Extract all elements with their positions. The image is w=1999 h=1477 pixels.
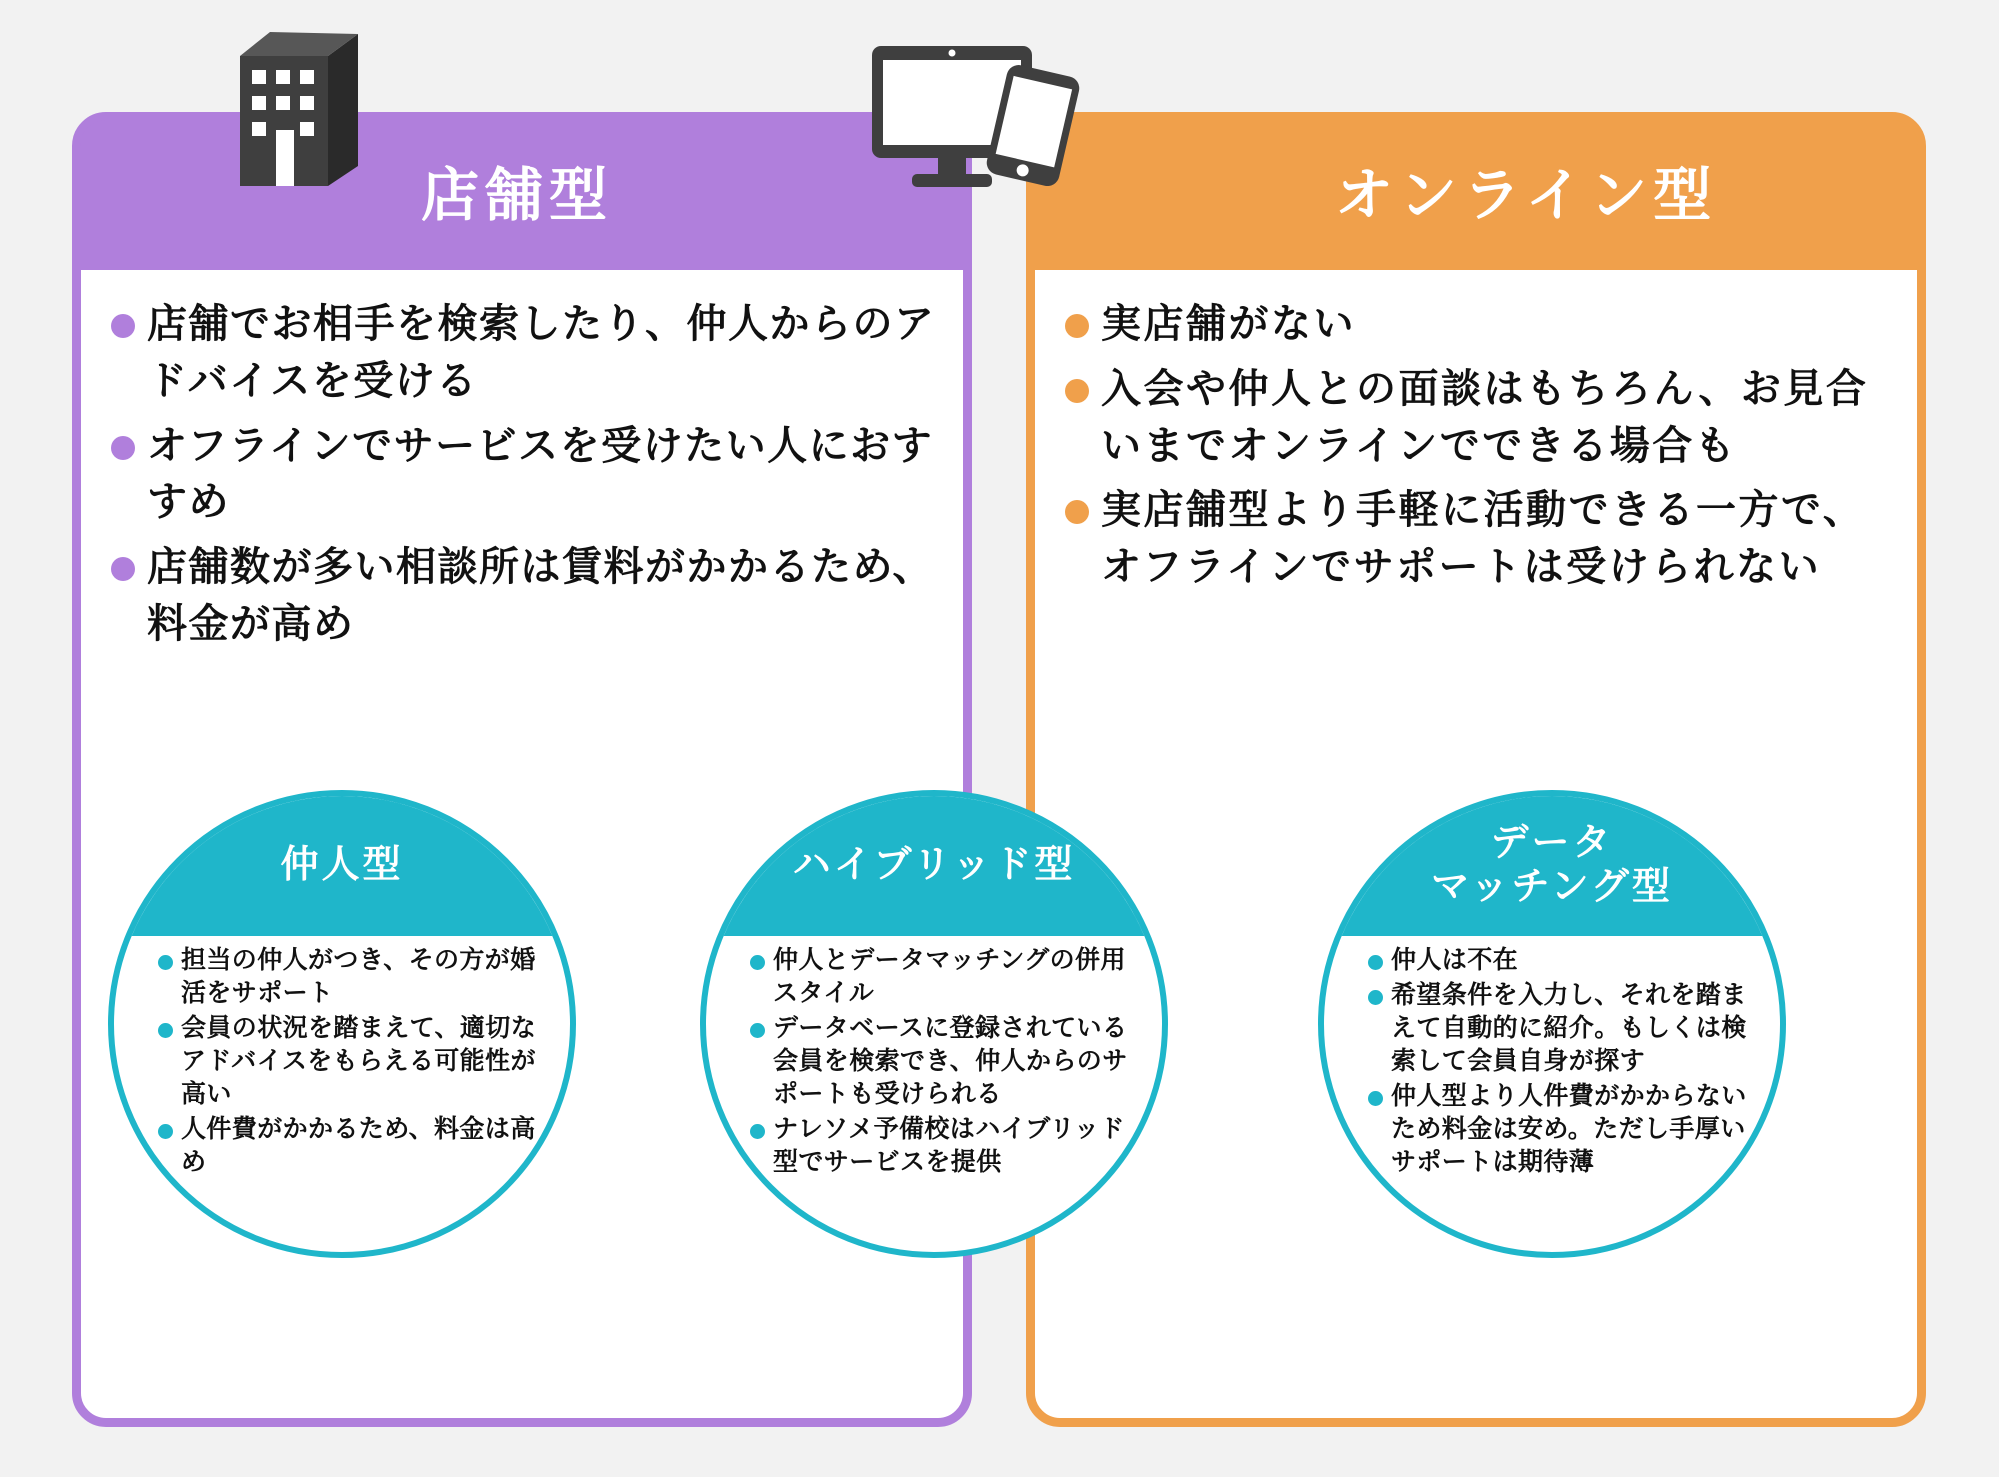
list-item: [158, 944, 542, 1010]
list-item: [1368, 944, 1752, 977]
panel-online-title: オンライン型: [1335, 163, 1718, 228]
bullet-dot-icon: [1065, 314, 1089, 338]
bullet-text: 実店舗がない: [1101, 302, 1356, 346]
bullet-dot-icon: [158, 1124, 173, 1139]
bullet-text: 仲人とデータマッチングの併用スタイル: [773, 946, 1126, 1007]
bullet-text: 実店舗型より手軽に活動できる一方で、オフラインでサポートは受けられない: [1101, 488, 1866, 590]
circle-data-matching-type: [1318, 790, 1786, 1258]
bullet-dot-icon: [111, 436, 135, 460]
bullet-text: 会員の状況を踏まえて、適切なアドバイスをもらえる可能性が高い: [181, 1014, 537, 1108]
bullet-text: 仲人型より人件費がかからないため料金は安め。ただし手厚いサポートは期待薄: [1391, 1082, 1747, 1176]
bullet-text: 店舗でお相手を検索したり、仲人からのアドバイスを受ける: [147, 302, 936, 403]
list-item: [1065, 361, 1901, 475]
bullet-text: 入会や仲人との面談はもちろん、お見合いまでオンラインでできる場合も: [1101, 366, 1869, 468]
panel-online-bullet-list: [1065, 296, 1901, 604]
circle-hybrid-type: [700, 790, 1168, 1258]
panel-store-bullet-list: [111, 296, 947, 661]
bullet-dot-icon: [158, 1023, 173, 1038]
circle-title-line-2: マッチング型: [1431, 866, 1673, 908]
circle-nakoudo-title: 仲人型: [280, 844, 404, 887]
circle-nakoudo-type: [108, 790, 576, 1258]
bullet-dot-icon: [1368, 955, 1383, 970]
list-item: [750, 1012, 1134, 1111]
bullet-dot-icon: [1368, 990, 1383, 1005]
bullet-dot-icon: [111, 557, 135, 581]
circle-nakoudo-header: [114, 796, 570, 936]
list-item: [1368, 979, 1752, 1078]
bullet-text: 仲人は不在: [1391, 946, 1519, 974]
list-item: [111, 539, 947, 653]
circle-data-matching-title: [1411, 822, 1693, 909]
list-item: [1368, 1080, 1752, 1179]
circle-data-matching-header: [1324, 796, 1780, 936]
bullet-dot-icon: [1065, 379, 1089, 403]
bullet-text: 担当の仲人がつき、その方が婚活をサポート: [181, 946, 536, 1007]
bullet-dot-icon: [158, 955, 173, 970]
circle-data-matching-bullet-list: [1368, 944, 1752, 1181]
bullet-dot-icon: [750, 1023, 765, 1038]
circle-hybrid-title: ハイブリッド型: [792, 844, 1076, 887]
bullet-text: ナレソメ予備校はハイブリッド型でサービスを提供: [773, 1115, 1125, 1176]
circle-hybrid-bullet-list: [750, 944, 1134, 1181]
bullet-text: 希望条件を入力し、それを踏まえて自動的に紹介。もしくは検索して会員自身が探す: [1391, 981, 1747, 1075]
bullet-dot-icon: [111, 314, 135, 338]
bullet-dot-icon: [1368, 1091, 1383, 1106]
list-item: [750, 944, 1134, 1010]
bullet-text: オフラインでサービスを受けたい人におすすめ: [147, 423, 934, 525]
bullet-text: データベースに登録されている会員を検索でき、仲人からのサポートも受けられる: [773, 1014, 1128, 1108]
bullet-dot-icon: [1065, 500, 1089, 524]
monitor-and-phone-icon: [866, 42, 1096, 192]
bullet-text: 店舗数が多い相談所は賃料がかかるため、料金が高め: [147, 545, 934, 646]
list-item: [1065, 296, 1901, 353]
panel-store-title: 店舗型: [421, 163, 614, 228]
bullet-dot-icon: [750, 1124, 765, 1139]
list-item: [1065, 482, 1901, 596]
list-item: [158, 1012, 542, 1111]
list-item: [158, 1113, 542, 1179]
list-item: [750, 1113, 1134, 1179]
circle-nakoudo-bullet-list: [158, 944, 542, 1181]
list-item: [111, 418, 947, 532]
list-item: [111, 296, 947, 410]
building-icon: [240, 26, 360, 186]
bullet-dot-icon: [750, 955, 765, 970]
circle-title-line-1: データ: [1490, 822, 1614, 865]
bullet-text: 人件費がかかるため、料金は高め: [181, 1115, 536, 1176]
circle-hybrid-header: [706, 796, 1162, 936]
